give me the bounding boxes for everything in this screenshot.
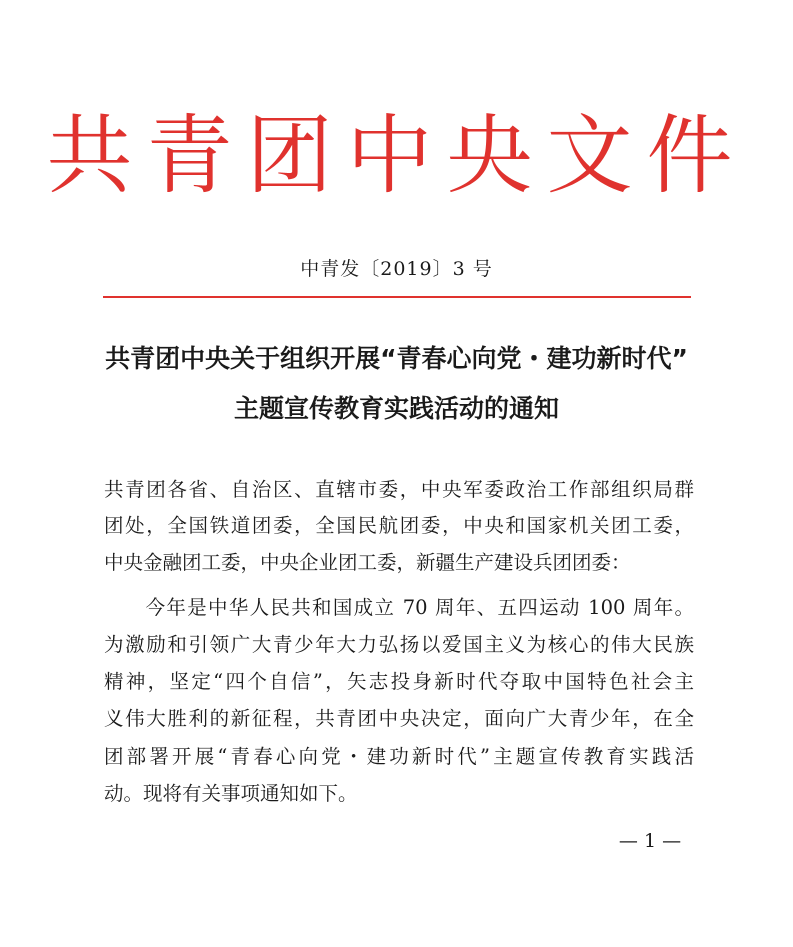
paragraph-line: 今年是中华人民共和国成立 70 周年、五四运动 100 周年。 [104, 596, 694, 619]
addressee-line: 中央金融团工委，中央企业团工委，新疆生产建设兵团团委： [104, 551, 631, 574]
addressee-line: 团处，全国铁道团委，全国民航团委，中央和国家机关团工委， [104, 514, 694, 537]
paragraph-line: 义伟大胜利的新征程，共青团中央决定，面向广大青少年，在全 [104, 707, 694, 730]
red-divider-line [103, 296, 691, 298]
addressee-line: 共青团各省、自治区、直辖市委，中央军委政治工作部组织局群 [104, 478, 694, 501]
paragraph-line: 动。现将有关事项通知如下。 [104, 782, 358, 805]
paragraph-line: 团部署开展“青春心向党・建功新时代”主题宣传教育实践活 [104, 745, 694, 768]
notice-title-line-2: 主题宣传教育实践活动的通知 [233, 394, 559, 423]
paragraph-line: 为激励和引领广大青少年大力弘扬以爱国主义为核心的伟大民族 [104, 633, 694, 656]
notice-title-line-1: 共青团中央关于组织开展“青春心向党・建功新时代” [105, 344, 688, 373]
page-number: — 1 — [618, 830, 682, 852]
paragraph-line: 精神，坚定“四个自信”，矢志投身新时代夺取中国特色社会主 [104, 670, 694, 693]
masthead-title: 共青团中央文件 [46, 106, 747, 206]
document-number: 中青发〔2019〕3 号 [300, 258, 493, 280]
